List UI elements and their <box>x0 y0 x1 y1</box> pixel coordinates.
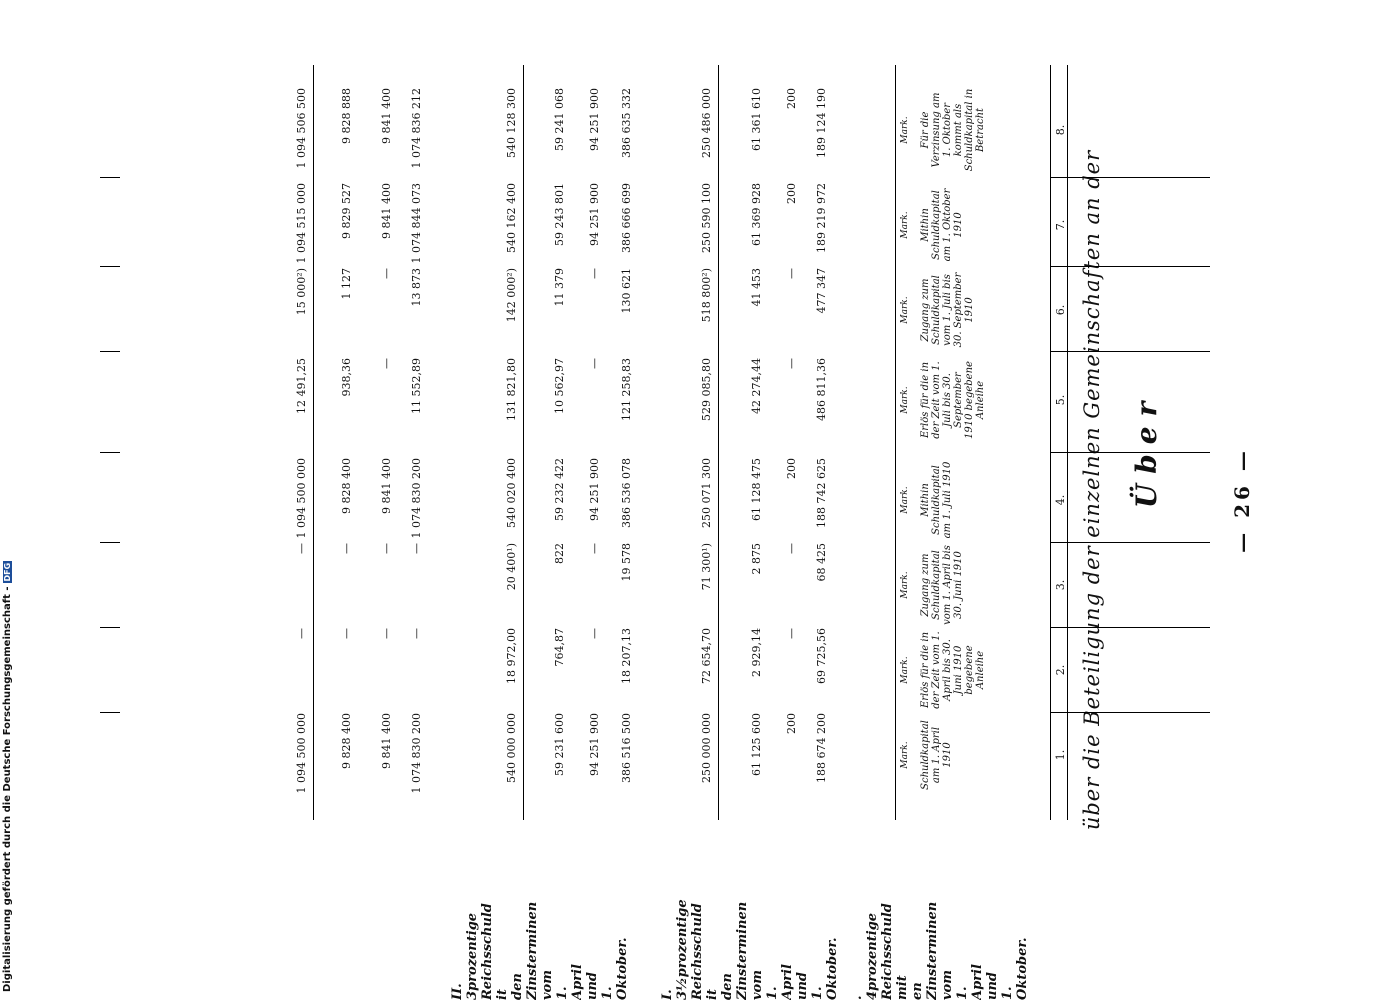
table-cell: 189 124 190 <box>815 88 828 158</box>
table-cell: — <box>785 268 798 279</box>
column-header: Zugang zum Schuldkapital vom 1. Juli bis 30. September 1910 <box>920 272 975 348</box>
table-cell: 41 453 <box>750 268 763 307</box>
table-cell: 1 074 836 212 <box>410 88 423 169</box>
table-cell: 1 127 <box>340 268 353 300</box>
table-cell: 188 742 625 <box>815 458 828 528</box>
table-cell: 9 828 888 <box>340 88 353 144</box>
table-cell: 386 516 500 <box>620 713 633 783</box>
sum-cell: 1 094 515 000 <box>295 183 308 264</box>
table-cell: — <box>380 543 393 554</box>
table-cell: 1 074 830 200 <box>410 458 423 539</box>
sum-cell: 250 590 100 <box>700 183 713 253</box>
column-number: 5. <box>1054 394 1067 406</box>
column-number: 3. <box>1054 579 1067 591</box>
sum-cell: 72 654,70 <box>700 628 713 684</box>
column-number: 8. <box>1054 124 1067 136</box>
table-cell: — <box>410 543 423 554</box>
sum-cell: 250 486 000 <box>700 88 713 158</box>
table-cell: 9 841 400 <box>380 713 393 769</box>
sum-cell: — <box>295 628 308 639</box>
table-cell: — <box>588 543 601 554</box>
table-cell: 18 207,13 <box>620 628 633 684</box>
table-cell: 764,87 <box>553 628 566 667</box>
table-cell: — <box>340 628 353 639</box>
sum-cell: 250 000 000 <box>700 713 713 783</box>
unit-label: Mark. <box>900 741 910 769</box>
table-cell: — <box>588 628 601 639</box>
table-cell: — <box>785 543 798 554</box>
table-cell: 10 562,97 <box>553 358 566 414</box>
sum-cell: 12 491,25 <box>295 358 308 414</box>
section-title: II. 3prozentige Reichsschuld it den Zinsterminen vom 1. April und 1. Oktober. <box>450 901 630 1000</box>
table-cell: 11 552,89 <box>410 358 423 414</box>
dfg-logo: DFG <box>3 562 12 582</box>
unit-label: Mark. <box>900 656 910 684</box>
table-cell: 121 258,83 <box>620 358 633 421</box>
column-header: Erlös für die in der Zeit vom 1. Juli bis 30. September 1910 begebene Anleihe <box>920 361 986 439</box>
table-cell: 1 074 830 200 <box>410 713 423 794</box>
table-cell: 200 <box>785 458 798 479</box>
unit-label: Mark. <box>900 296 910 324</box>
sum-cell: 131 821,80 <box>505 358 518 421</box>
column-header: Mithin Schuldkapital am 1. Oktober 1910 <box>920 188 964 262</box>
table-cell: 61 125 600 <box>750 713 763 776</box>
unit-label: Mark. <box>900 211 910 239</box>
table-cell: 130 621 <box>620 268 633 314</box>
digitization-note <box>2 561 13 992</box>
sum-cell: 20 400¹) <box>505 543 518 591</box>
table-cell: 59 231 600 <box>553 713 566 776</box>
sum-cell: 540 162 400 <box>505 183 518 253</box>
table-cell: 386 666 699 <box>620 183 633 253</box>
table-cell: 94 251 900 <box>588 713 601 776</box>
column-number: 1. <box>1054 749 1067 761</box>
unit-label: Mark. <box>900 571 910 599</box>
table-cell: — <box>380 628 393 639</box>
column-number: 4. <box>1054 494 1067 506</box>
sum-cell: 1 094 500 000 <box>295 713 308 794</box>
table-cell: 61 128 475 <box>750 458 763 521</box>
table-cell: — <box>588 268 601 279</box>
table-cell: 59 241 068 <box>553 88 566 151</box>
table-cell: 938,36 <box>340 358 353 397</box>
sum-cell: 18 972,00 <box>505 628 518 684</box>
unit-label: Mark. <box>900 386 910 414</box>
table-cell: — <box>380 268 393 279</box>
table-cell: 59 232 422 <box>553 458 566 521</box>
table-cell: 61 369 928 <box>750 183 763 246</box>
column-header: Schuldkapital am 1. April 1910 <box>920 720 953 790</box>
sum-cell: 1 094 500 000 <box>295 458 308 539</box>
column-header: Zugang zum Schuldkapital vom 1. April bis 30. Juni 1910 <box>920 545 964 625</box>
sum-cell: 1 094 506 500 <box>295 88 308 169</box>
table-cell: 94 251 900 <box>588 88 601 151</box>
sum-cell: 250 071 300 <box>700 458 713 528</box>
unit-label: Mark. <box>900 486 910 514</box>
table-cell: — <box>588 358 601 369</box>
page-subtitle: über die Beteiligung der einzelnen Gemeinschaften an der <box>1080 149 1104 831</box>
table-cell: 94 251 900 <box>588 183 601 246</box>
table-cell: — <box>340 543 353 554</box>
page-title: Über <box>1130 391 1163 509</box>
table-cell: 61 361 610 <box>750 88 763 151</box>
table-cell: 9 841 400 <box>380 183 393 239</box>
sum-cell: 71 300¹) <box>700 543 713 591</box>
digitization-note-text: Digitalisierung gefördert durch die Deutsche Forschungsgemeinschaft - <box>2 586 13 992</box>
table-cell: — <box>410 628 423 639</box>
table-cell: 19 578 <box>620 543 633 582</box>
table-cell: 822 <box>553 543 566 564</box>
table-cell: 1 074 844 073 <box>410 183 423 264</box>
page-number: — 26 — <box>1230 447 1254 553</box>
table-cell: — <box>380 358 393 369</box>
column-header: Mithin Schuldkapital am 1. Juli 1910 <box>920 461 953 539</box>
sum-cell: 142 000²) <box>505 268 518 323</box>
table-cell: 200 <box>785 183 798 204</box>
sum-cell: 518 800²) <box>700 268 713 323</box>
table-cell: 477 347 <box>815 268 828 314</box>
table-cell: 386 635 332 <box>620 88 633 158</box>
unit-label: Mark. <box>900 116 910 144</box>
sum-cell: 529 085,80 <box>700 358 713 421</box>
table-cell: 2 929,14 <box>750 628 763 677</box>
column-number: 2. <box>1054 664 1067 676</box>
table-cell: 9 828 400 <box>340 458 353 514</box>
table-cell: 11 379 <box>553 268 566 307</box>
table-cell: 386 536 078 <box>620 458 633 528</box>
table-cell: 9 841 400 <box>380 458 393 514</box>
column-number: 6. <box>1054 304 1067 316</box>
table-cell: 189 219 972 <box>815 183 828 253</box>
sum-cell: 15 000²) <box>295 268 308 316</box>
section-title: I. 3½prozentige Reichsschuld it den Zinsterminen vom 1. April und 1. Oktober. <box>660 899 840 1000</box>
column-header: Für die Verzinsung am 1. Oktober kommt als Schuldkapital in Betracht <box>920 88 986 172</box>
column-number: 7. <box>1054 219 1067 231</box>
table-cell: 42 274,44 <box>750 358 763 414</box>
table-cell: — <box>785 628 798 639</box>
sum-cell: 540 128 300 <box>505 88 518 158</box>
table-cell: 94 251 900 <box>588 458 601 521</box>
table-cell: 9 828 400 <box>340 713 353 769</box>
table-cell: 9 829 527 <box>340 183 353 239</box>
table-cell: 59 243 801 <box>553 183 566 246</box>
table-cell: 188 674 200 <box>815 713 828 783</box>
sum-cell: — <box>295 543 308 554</box>
table-cell: 486 811,36 <box>815 358 828 421</box>
table-cell: 200 <box>785 88 798 109</box>
table-cell: 200 <box>785 713 798 734</box>
sum-cell: 540 000 000 <box>505 713 518 783</box>
sum-cell: 540 020 400 <box>505 458 518 528</box>
table-cell: — <box>785 358 798 369</box>
table-cell: 13 873 <box>410 268 423 307</box>
table-cell: 9 841 400 <box>380 88 393 144</box>
column-header: Erlös für die in der Zeit vom 1. April bis 30. Juni 1910 begebene Anleihe <box>920 631 986 709</box>
table-cell: 2 875 <box>750 543 763 575</box>
table-cell: 69 725,56 <box>815 628 828 684</box>
table-cell: 68 425 <box>815 543 828 582</box>
section-title: . 4prozentige Reichsschuld mit en Zinsterminen vom 1. April und 1. Oktober. <box>850 901 1030 1000</box>
